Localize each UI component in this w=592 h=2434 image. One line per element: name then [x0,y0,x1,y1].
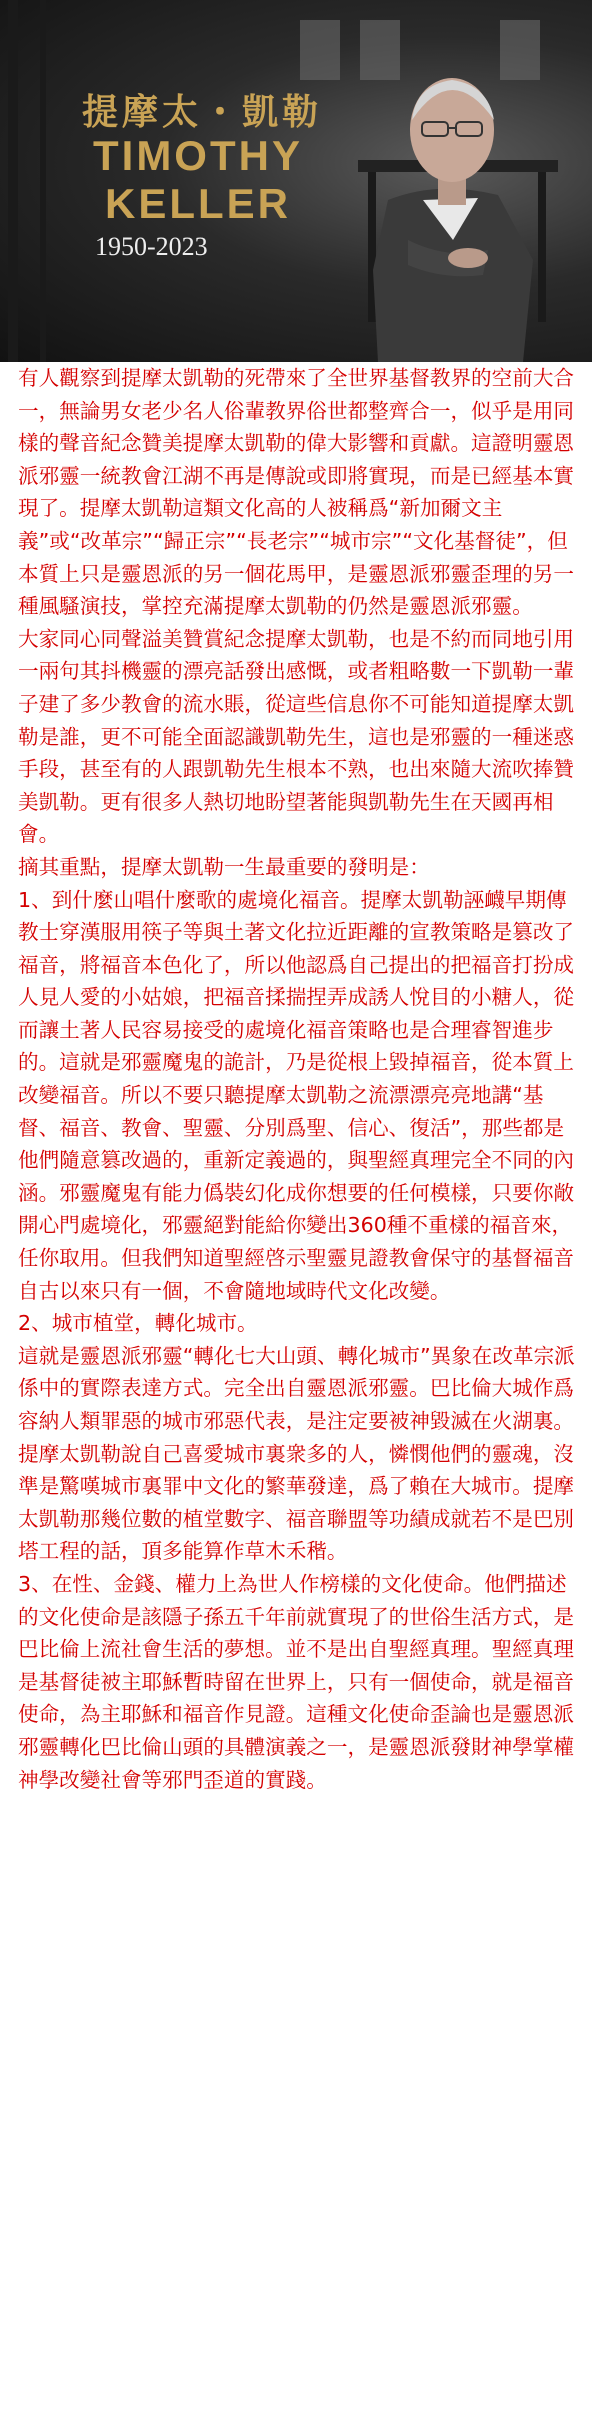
life-years: 1950-2023 [95,232,208,261]
paragraph: 這就是靈恩派邪靈“轉化七大山頭、轉化城市”異象在改革宗派係中的實際表達方式。完全出自靈恩派邪靈。巴比倫大城作爲容納人類罪惡的城市邪惡代表，是注定要被神毀滅在火湖裏。提摩太凱勒說自己喜愛城市裏衆多的人，憐憫他們的靈魂，沒準是驚嘆城市裏罪中文化的繁華發達，爲了賴在大城市。提摩太凱勒那幾位數的植堂數字、福音聯盟等功績成就若不是巴別塔工程的話，頂多能算作草木禾稭。 [18,1343,575,1564]
hero-banner [0,0,592,362]
paragraph: 大家同心同聲溢美贊賞紀念提摩太凱勒，也是不約而同地引用一兩句其抖機靈的漂亮話發出感慨，或者粗略數一下凱勒一輩子建了多少教會的流水賬，從這些信息你不可能知道提摩太凱勒是誰，更不可能全面認識凱勒先生，這也是邪靈的一種迷惑手段，甚至有的人跟凱勒先生根本不熟，也出來隨大流吹捧贊美凱勒。更有很多人熱切地盼望著能與凱勒先生在天國再相會。 [18,626,575,847]
article-body [0,362,592,1796]
paragraph: 3、在性、金錢、權力上為世人作榜樣的文化使命。他們描述的文化使命是該隱子孫五千年前就實現了的世俗生活方式，是巴比倫上流社會生活的夢想。並不是出自聖經真理。聖經真理是基督徒被主耶穌暫時留在世界上，只有一個使命，就是福音使命，為主耶穌和福音作見證。這種文化使命歪論也是靈恩派邪靈轉化巴比倫山頭的具體演義之一，是靈恩派發財神學掌權神學改變社會等邪門歪道的實踐。 [18,1571,575,1792]
tree-trunk [8,0,18,362]
paragraph: 2、城市植堂，轉化城市。 [18,1311,258,1336]
title-chinese: 提摩太・凱勒 [82,92,323,133]
title-english-line2: KELLER [105,180,291,227]
portrait-photo [318,0,592,362]
paragraph: 1、到什麼山唱什麼歌的處境化福音。提摩太凱勒誣衊早期傳教士穿漢服用筷子等與土著文化拉近距離的宣教策略是篡改了福音，將福音本色化了，所以他認爲自己提出的把福音打扮成人見人愛的小姑娘，把福音揉揣捏弄成誘人悅目的小糖人，從而讓土著人民容易接受的處境化福音策略也是合理睿智進步的。這就是邪靈魔鬼的詭計，乃是從根上毀掉福音，從本質上改變福音。所以不要只聽提摩太凱勒之流漂漂亮亮地講“基督、福音、教會、聖靈、分別爲聖、信心、復活”，那些都是他們隨意篡改過的，重新定義過的，與聖經真理完全不同的內涵。邪靈魔鬼有能力僞裝幻化成你想要的任何模樣，只要你敞開心門處境化，邪靈絕對能給你變出360種不重樣的福音來，任你取用。但我們知道聖經啓示聖靈見證教會保守的基督福音自古以來只有一個，不會隨地域時代文化改變。 [18,887,575,1303]
paragraph: 有人觀察到提摩太凱勒的死帶來了全世界基督教界的空前大合一，無論男女老少名人俗輩教界俗世都整齊合一，似乎是用同樣的聲音紀念贊美提摩太凱勒的偉大影響和貢獻。這證明靈恩派邪靈一統教會江湖不再是傳說或即將實現，而是已經基本實現了。提摩太凱勒這類文化高的人被稱爲“新加爾文主義”或“改革宗”“歸正宗”“長老宗”“城市宗”“文化基督徒”，但本質上只是靈恩派的另一個花馬甲，是靈恩派邪靈歪理的另一種風騷演技，掌控充滿提摩太凱勒的仍然是靈恩派邪靈。 [18,366,575,619]
paragraph: 摘其重點，提摩太凱勒一生最重要的發明是： [18,854,430,879]
tree-trunk [40,0,46,362]
title-english [78,132,318,228]
title-english-line1: TIMOTHY [93,132,303,179]
